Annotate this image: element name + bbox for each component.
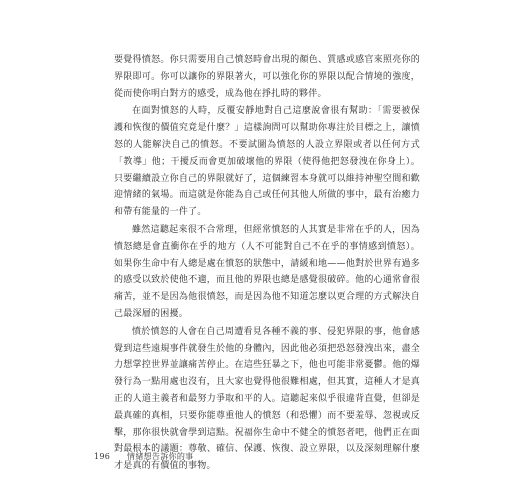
page-body — [114, 52, 420, 476]
page-footer — [94, 451, 193, 462]
page-number: 196 — [94, 452, 111, 461]
running-title: 情緒想告訴你的事 — [127, 452, 194, 461]
paragraph-continuation: 要覺得憤怒。你只需要用自己憤怒時會出現的顏色、質感或感官來照亮你的界限即可。你可以讓你的界限著火，可以強化你的界限以配合情境的強度，從而使你明白對方的感受，成為他在掙扎時的夥伴。 — [114, 55, 420, 99]
paragraph-facing-angry-person: 在面對憤怒的人時，反覆安靜地對自己這麼說會很有幫助：「需要被保護和恢復的價值究竟是什麼？」這樣詢問可以幫助你專注於目標之上，讓憤怒的人能解決自己的憤怒。不要試圖為憤怒的人設立界限或者以任何方式「教導」他；干擾反而會更加破壞他的界限（使得他把怒發洩在你身上）。只要繼續設立你自己的界限就好了，這個練習本身就可以維持神聖空間和歡迎情緒的氣場。而這就是你能為自己或任何其他人所做的事中，最有治癒力和帶有能量的一件了。 — [114, 106, 420, 218]
paragraph-angry-people-care: 雖然這聽起來很不合常理，但經常憤怒的人其實是非常在乎的人，因為憤怒總是會直衝你在乎的地方（人不可能對自己不在乎的事情感到憤怒）。如果你生命中有人總是處在憤怒的狀態中，請緩和地——他對於世界有過多的感受以致於使他不適，而且他的界限也總是感覺很破碎。他的心通常會很痛苦，並不是因為他很憤怒，而是因為他不知道怎麼以更合理的方式解決自己最深層的困擾。 — [114, 224, 420, 319]
paragraph-injustice: 憤於憤怒的人會在自己周遭看見各種不義的事、侵犯界限的事，他會感覺到這些遠規事件就發生於他的身體內，因此他必須把恐怒發洩出來，盡全力想掌控世界並讓痛苦停止。在這些狂暴之下，他也可能非常憂鬱。他的爆發行為一點用處也沒有，且大家也覺得他很難相處，但其實，這種人才是真正的人道主義者和最努力爭取和平的人。這聽起來似乎很違背直覺，但卻是最真確的真相，只要你能尊重他人的憤怒（和恐懼）而不要羞辱、忽視或反擊，那你很快就會學到這點。祝福你生命中不健全的憤怒者吧，他們正在面對最根本的議題：尊敬、確信、保護、恢復、設立界限，以及深刻理解什麼才是真的有價值的事物。 — [114, 326, 420, 472]
